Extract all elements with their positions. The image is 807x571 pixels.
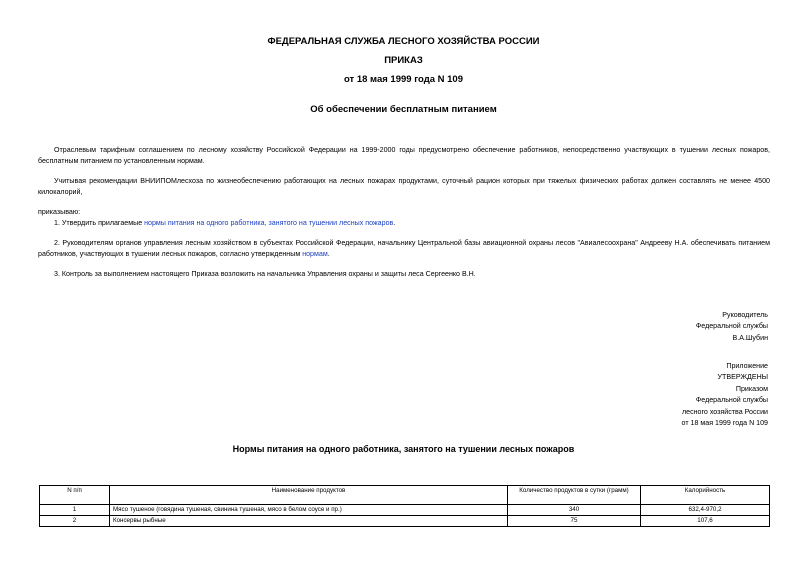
agency-title: ФЕДЕРАЛЬНАЯ СЛУЖБА ЛЕСНОГО ХОЗЯЙСТВА РОССИИ xyxy=(267,36,540,47)
cell-name: Консервы рыбные xyxy=(110,516,508,527)
header-cal: Калорийность xyxy=(641,486,770,505)
item-1-text: 1. Утвердить прилагаемые xyxy=(54,219,145,227)
signature-position: Руководитель xyxy=(722,311,768,319)
header-qty: Количество продуктов в сутки (грамм) xyxy=(508,486,641,505)
item-2-end: . xyxy=(327,250,330,258)
approved-by-service: Федеральной службы xyxy=(695,396,768,405)
cell-name: Мясо тушеное (говядина тушеная, свинина тушеная, мясо в белом соусе и пр.) xyxy=(110,505,508,516)
table-row xyxy=(40,505,770,516)
document-date: от 18 мая 1999 года N 109 xyxy=(343,74,464,85)
signature-organization: Федеральной службы xyxy=(695,322,768,331)
table-row xyxy=(40,516,770,527)
cell-cal: 107,6 xyxy=(641,516,770,527)
item-2-text: 2. Руководителям органов управления лесным хозяйством в субъектах Российской Федерации, начальнику Центральной базы авиационной охраны лесов "Авиалесоохрана" Андрееву Н.А. обеспечивать питанием работников, участвующих в тушении лесных пожаров, согласно утвержденным xyxy=(38,239,770,258)
document-type: ПРИКАЗ xyxy=(384,55,423,66)
cell-qty: 75 xyxy=(508,516,641,527)
cell-num: 1 xyxy=(40,505,110,516)
approved-by-order: Приказом xyxy=(735,384,768,393)
header-name: Наименование продуктов xyxy=(110,486,508,505)
order-item-3: 3. Контроль за выполнением настоящего Приказа возложить на начальника Управления охраны и защиты леса Сергеенко В.Н. xyxy=(54,270,476,278)
appendix-block xyxy=(682,361,768,429)
norms-short-link[interactable]: нормам xyxy=(302,250,328,258)
approved-label: УТВЕРЖДЕНЫ xyxy=(717,373,768,382)
cell-cal: 632,4-970,2 xyxy=(641,505,770,516)
approved-by-agency: лесного хозяйства России xyxy=(681,407,768,416)
table-header-row xyxy=(40,486,770,505)
document-subject: Об обеспечении бесплатным питанием xyxy=(310,104,497,115)
norms-link[interactable]: нормы питания на одного работника, занятого на тушении лесных пожаров xyxy=(144,219,394,227)
header-num: N п/п xyxy=(40,486,110,505)
norms-table xyxy=(39,485,770,527)
paragraph-2: Учитывая рекомендации ВНИИПОМлесхоза по жизнеобеспечению работающих на лесных пожарах продуктами, суточный рацион которых при тяжелых физических работах должен составлять не менее 4500 килокалорий, xyxy=(38,177,770,196)
table-title: Нормы питания на одного работника, занятого на тушении лесных пожаров xyxy=(232,444,575,454)
order-item-2 xyxy=(38,238,770,260)
order-word: приказываю: xyxy=(38,208,81,216)
item-1-end: . xyxy=(393,219,396,227)
signature-block xyxy=(696,310,768,344)
order-item-1 xyxy=(38,218,770,229)
cell-num: 2 xyxy=(40,516,110,527)
signature-name: В.А.Шубин xyxy=(732,333,768,342)
appendix-label: Приложение xyxy=(726,362,768,370)
approved-date: от 18 мая 1999 года N 109 xyxy=(681,419,768,428)
cell-qty: 340 xyxy=(508,505,641,516)
paragraph-1: Отраслевым тарифным соглашением по лесному хозяйству Российской Федерации на 1999-2000 годы предусмотрено обеспечение работников, непосредственно участвующих в тушении лесных пожаров, бесплатным питанием по установленным нормам. xyxy=(38,146,770,165)
